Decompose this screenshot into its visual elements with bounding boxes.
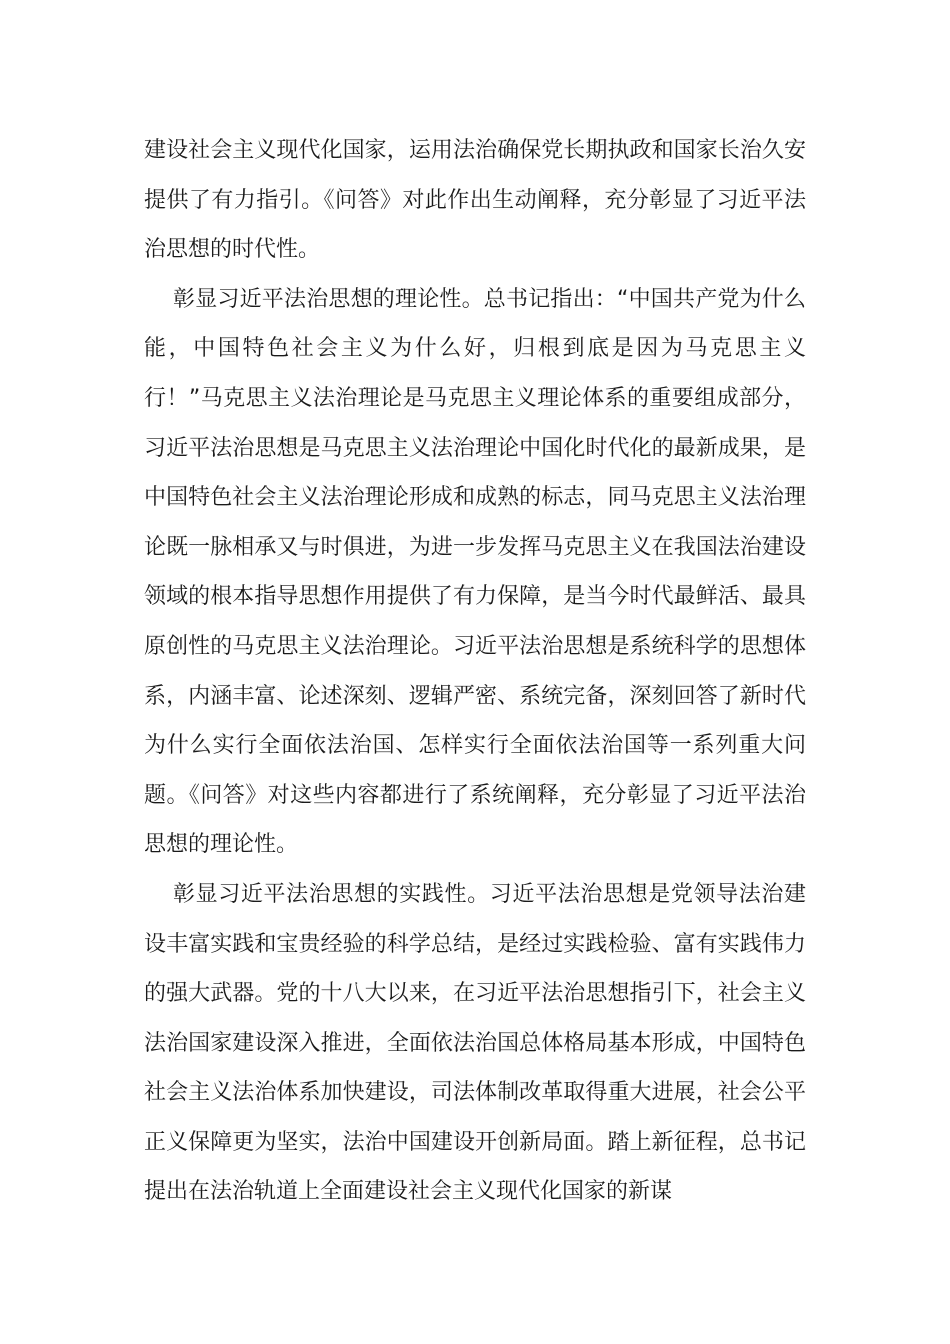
paragraph-1: 建设社会主义现代化国家，运用法治确保党长期执政和国家长治久安提供了有力指引。《问答》对此作出生动阐释，充分彰显了习近平法治思想的时代性。 bbox=[144, 138, 806, 263]
document-body bbox=[144, 126, 806, 1217]
paragraph-3: 彰显习近平法治思想的实践性。习近平法治思想是党领导法治建设丰富实践和宝贵经验的科学总结，是经过实践检验、富有实践伟力的强大武器。党的十八大以来，在习近平法治思想指引下，社会主义法治国家建设深入推进，全面依法治国总体格局基本形成，中国特色社会主义法治体系加快建设，司法体制改革取得重大进展，社会公平正义保障更为坚实，法治中国建设开创新局面。踏上新征程，总书记提出在法治轨道上全面建设社会主义现代化国家的新谋 bbox=[144, 881, 806, 1205]
paragraph-2: 彰显习近平法治思想的理论性。总书记指出：“中国共产党为什么能，中国特色社会主义为什么好，归根到底是因为马克思主义行！”马克思主义法治理论是马克思主义理论体系的重要组成部分，习近平法治思想是马克思主义法治理论中国化时代化的最新成果，是中国特色社会主义法治理论形成和成熟的标志，同马克思主义法治理论既一脉相承又与时俱进，为进一步发挥马克思主义在我国法治建设领域的根本指导思想作用提供了有力保障，是当今时代最鲜活、最具原创性的马克思主义法治理论。习近平法治思想是系统科学的思想体系，内涵丰富、论述深刻、逻辑严密、系统完备，深刻回答了新时代为什么实行全面依法治国、怎样实行全面依法治国等一系列重大问题。《问答》对这些内容都进行了系统阐释，充分彰显了习近平法治思想的理论性。 bbox=[144, 286, 806, 858]
